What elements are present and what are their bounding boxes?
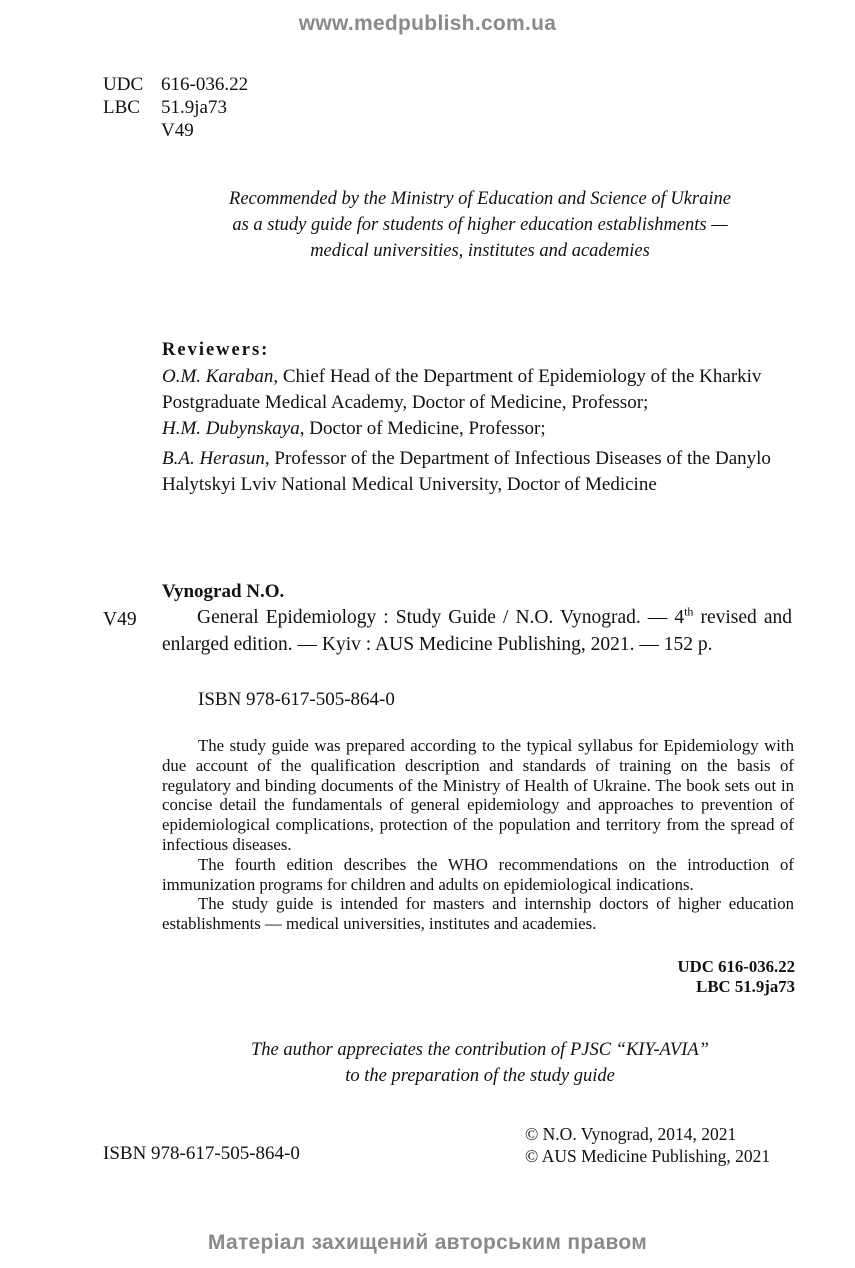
- lbc-row: [103, 97, 227, 119]
- reviewer-name: O.M. Karaban: [162, 366, 274, 387]
- reviewers-heading: Reviewers:: [162, 340, 270, 360]
- bibliographic-entry: [162, 605, 792, 658]
- author-code: V49: [161, 120, 194, 141]
- udc-label: UDC: [103, 74, 144, 95]
- recommendation-line: as a study guide for students of higher education establishments —: [232, 215, 728, 235]
- acknowledgement-line: The author appreciates the contribution of PJSC “KIY-AVIA”: [251, 1040, 709, 1060]
- reviewer-details: , Chief Head of the Department of Epidemiology of the Kharkiv Postgraduate Medical Academy, Doctor of Medicine, Professor;: [162, 366, 762, 413]
- reviewer-name: B.A. Herasun: [162, 448, 265, 469]
- copyright-protection-note: Матеріал захищений авторським правом: [207, 1231, 648, 1254]
- entry-text: General Epidemiology : Study Guide / N.O. Vynograd. — 4: [197, 607, 685, 628]
- copyright-publisher: © AUS Medicine Publishing, 2021: [525, 1146, 771, 1166]
- reviewer-details: , Professor of the Department of Infectious Diseases of the Danylo Halytskyi Lviv National Medical University, Doctor of Medicine: [162, 448, 771, 495]
- annotation-paragraph: The fourth edition describes the WHO recommendations on the introduction of immunization programs for children and adults on epidemiological indications.: [162, 854, 794, 894]
- reviewer-details: , Doctor of Medicine, Professor;: [299, 418, 546, 439]
- lbc-code: LBC 51.9ja73: [696, 977, 795, 996]
- udc-value: 616-036.22: [161, 74, 249, 95]
- recommendation-line: medical universities, institutes and academies: [310, 241, 650, 261]
- isbn: ISBN 978-617-505-864-0: [198, 689, 395, 710]
- bibliography-code: V49: [103, 609, 137, 630]
- classification-codes: [560, 957, 795, 997]
- acknowledgement-line: to the preparation of the study guide: [345, 1066, 615, 1086]
- author-code-row: [103, 120, 194, 142]
- reviewer-name: H.M. Dubynskaya: [162, 418, 300, 439]
- website-url[interactable]: www.medpublish.com.ua: [298, 12, 557, 35]
- copyright-block: [525, 1123, 770, 1167]
- entry-text-continued: revised and enlarged edition. — Kyiv : AUS Medicine Publishing, 2021. — 152 p.: [162, 607, 792, 655]
- acknowledgement: [180, 1037, 780, 1089]
- annotation-paragraph: The study guide was prepared according to the typical syllabus for Epidemiology with due account of the qualification description and standards of training on the basis of regulatory and binding documents of the Ministry of Health of Ukraine. The book sets out in concise detail the fundamentals of general epidemiology and approaches to prevention of epidemiological complications, protection of the population and territory from the spread of infectious diseases.: [162, 736, 794, 854]
- edition-superscript: th: [684, 604, 694, 619]
- udc-code: UDC 616-036.22: [677, 957, 795, 976]
- annotation-paragraph: The study guide is intended for masters and internship doctors of higher education establishments — medical universities, institutes and academies.: [162, 894, 794, 934]
- reviewer-entry: [162, 446, 792, 498]
- lbc-label: LBC: [103, 97, 140, 118]
- ministry-recommendation: [160, 186, 800, 264]
- recommendation-line: Recommended by the Ministry of Education and Science of Ukraine: [229, 189, 731, 209]
- reviewer-entry: [162, 416, 792, 442]
- author-name: Vynograd N.O.: [162, 581, 285, 602]
- reviewer-entry: [162, 364, 792, 416]
- udc-row: [103, 74, 248, 96]
- annotation: [162, 736, 794, 934]
- lbc-value: 51.9ja73: [161, 97, 227, 118]
- isbn-bottom: ISBN 978-617-505-864-0: [103, 1143, 300, 1164]
- copyright-author: © N.O. Vynograd, 2014, 2021: [525, 1124, 737, 1144]
